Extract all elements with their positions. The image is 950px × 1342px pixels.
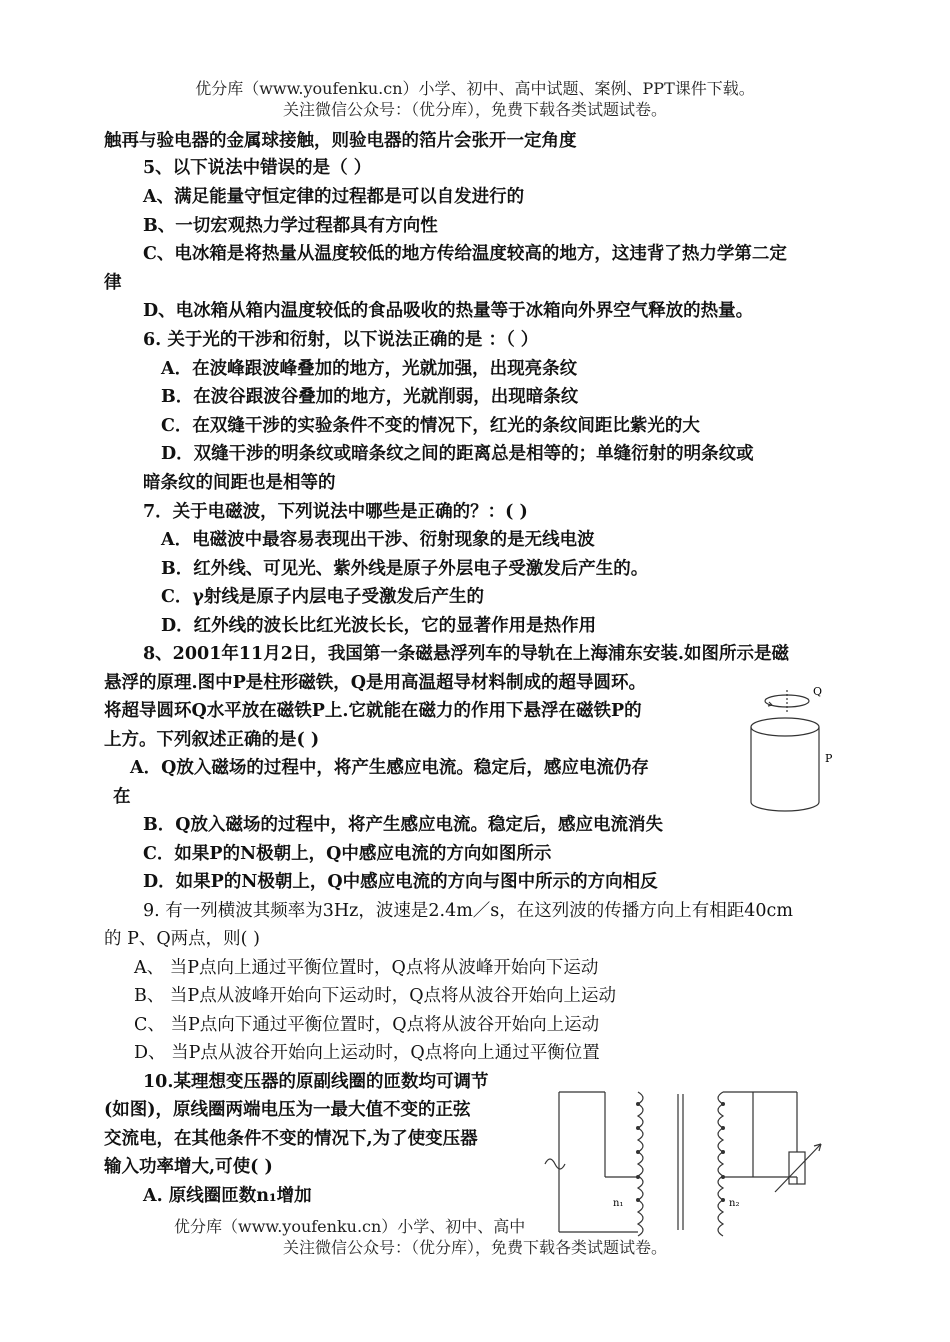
q7-option-a: A．电磁波中最容易表现出干涉、衍射现象的是无线电波 [161,530,595,550]
q5-option-c-cont: 律 [104,273,122,293]
q8-option-d: D．如果P的N极朝上，Q中感应电流的方向与图中所示的方向相反 [143,872,658,892]
q5-option-b: B、一切宏观热力学过程都具有方向性 [143,216,438,236]
q5-option-a: A、满足能量守恒定律的过程都是可以自发进行的 [143,187,525,207]
q6-option-c: C．在双缝干涉的实验条件不变的情况下，红光的条纹间距比紫光的大 [161,416,700,436]
q8-option-c: C．如果P的N极朝上，Q中感应电流的方向如图所示 [143,844,552,864]
q7-stem: 7．关于电磁波，下列说法中哪些是正确的？：( ) [143,502,528,522]
q9-option-a: A、 当P点向上通过平衡位置时，Q点将从波峰开始向下运动 [134,958,599,978]
fig-label-p: P [825,752,833,765]
q6-stem: 6. 关于光的干涉和衍射，以下说法正确的是 ：（ ） [143,330,539,350]
continuation-line: 触再与验电器的金属球接触，则验电器的箔片会张开一定角度 [104,131,577,151]
transformer-figure [535,1082,835,1242]
header-line-2: 关注微信公众号：（优分库），免费下载各类试题试卷。 [282,100,667,119]
q5-option-d: D、电冰箱从箱内温度较低的食品吸收的热量等于冰箱向外界空气释放的热量。 [143,301,754,321]
q5-option-c: C、电冰箱是将热量从温度较低的地方传给温度较高的地方，这违背了热力学第二定 [143,244,787,264]
q7-option-b: B．红外线、可见光、紫外线是原子外层电子受激发后产生的。 [161,559,649,579]
q9-option-b: B、 当P点从波峰开始向下运动时，Q点将从波谷开始向上运动 [134,986,617,1006]
q9-line-2: 的 P、Q两点，则( ) [104,929,260,949]
fig-label-q: Q [813,685,823,698]
q6-option-a: A．在波峰跟波峰叠加的地方，光就加强，出现亮条纹 [161,359,578,379]
q10-line-4: 输入功率增大,可使( ) [104,1157,273,1177]
q8-line-2: 悬浮的原理.图中P是柱形磁铁，Q是用高温超导材料制成的超导圆环。 [104,673,646,693]
q8-line-1: 8、2001年11月2日，我国第一条磁悬浮列车的导轨在上海浦东安装.如图所示是磁 [143,644,790,664]
q5-stem: 5、以下说法中错误的是（ ） [143,158,372,178]
q8-option-a: A．Q放入磁场的过程中，将产生感应电流。稳定后，感应电流仍存 [130,758,649,778]
q8-option-b: B．Q放入磁场的过程中，将产生感应电流。稳定后，感应电流消失 [143,815,664,835]
q6-option-d: D．双缝干涉的明条纹或暗条纹之间的距离总是相等的；单缝衍射的明条纹或 [161,444,754,464]
q7-option-c: C．γ射线是原子内层电子受激发后产生的 [161,587,484,607]
q10-option-a: A. 原线圈匝数n₁增加 [143,1186,312,1206]
q6-option-b: B．在波谷跟波谷叠加的地方，光就削弱，出现暗条纹 [161,387,579,407]
q9-option-c: C、 当P点向下通过平衡位置时，Q点将从波谷开始向上运动 [134,1015,600,1035]
footer-line-2: 关注微信公众号：（优分库），免费下载各类试题试卷。 [282,1238,667,1257]
q7-option-d: D．红外线的波长比红光波长长，它的显著作用是热作用 [161,616,597,636]
q8-option-a-cont: 在 [113,787,131,807]
q8-line-4: 上方。下列叙述正确的是( ) [104,730,320,750]
q10-line-2: (如图)，原线圈两端电压为一最大值不变的正弦 [104,1100,471,1120]
maglev-figure [740,682,850,817]
q9-line-1: 9. 有一列横波其频率为3Hz，波速是2.4m／s，在这列波的传播方向上有相距40cm [143,901,793,921]
fig-label-n2: n₂ [729,1198,740,1209]
fig-label-n1: n₁ [613,1198,624,1209]
header-line-1: 优分库（www.youfenku.cn）小学、初中、高中试题、案例、PPT课件下载。 [195,79,755,98]
q10-line-1: 10.某理想变压器的原副线圈的匝数均可调节 [143,1072,489,1092]
q10-line-3: 交流电，在其他条件不变的情况下,为了使变压器 [104,1129,478,1149]
q9-option-d: D、 当P点从波谷开始向上运动时，Q点将向上通过平衡位置 [134,1043,600,1063]
footer-line-1: 优分库（www.youfenku.cn）小学、初中、高中 [174,1217,526,1236]
q8-line-3: 将超导圆环Q水平放在磁铁P上.它就能在磁力的作用下悬浮在磁铁P的 [104,701,642,721]
q6-option-d-cont: 暗条纹的间距也是相等的 [143,473,336,493]
